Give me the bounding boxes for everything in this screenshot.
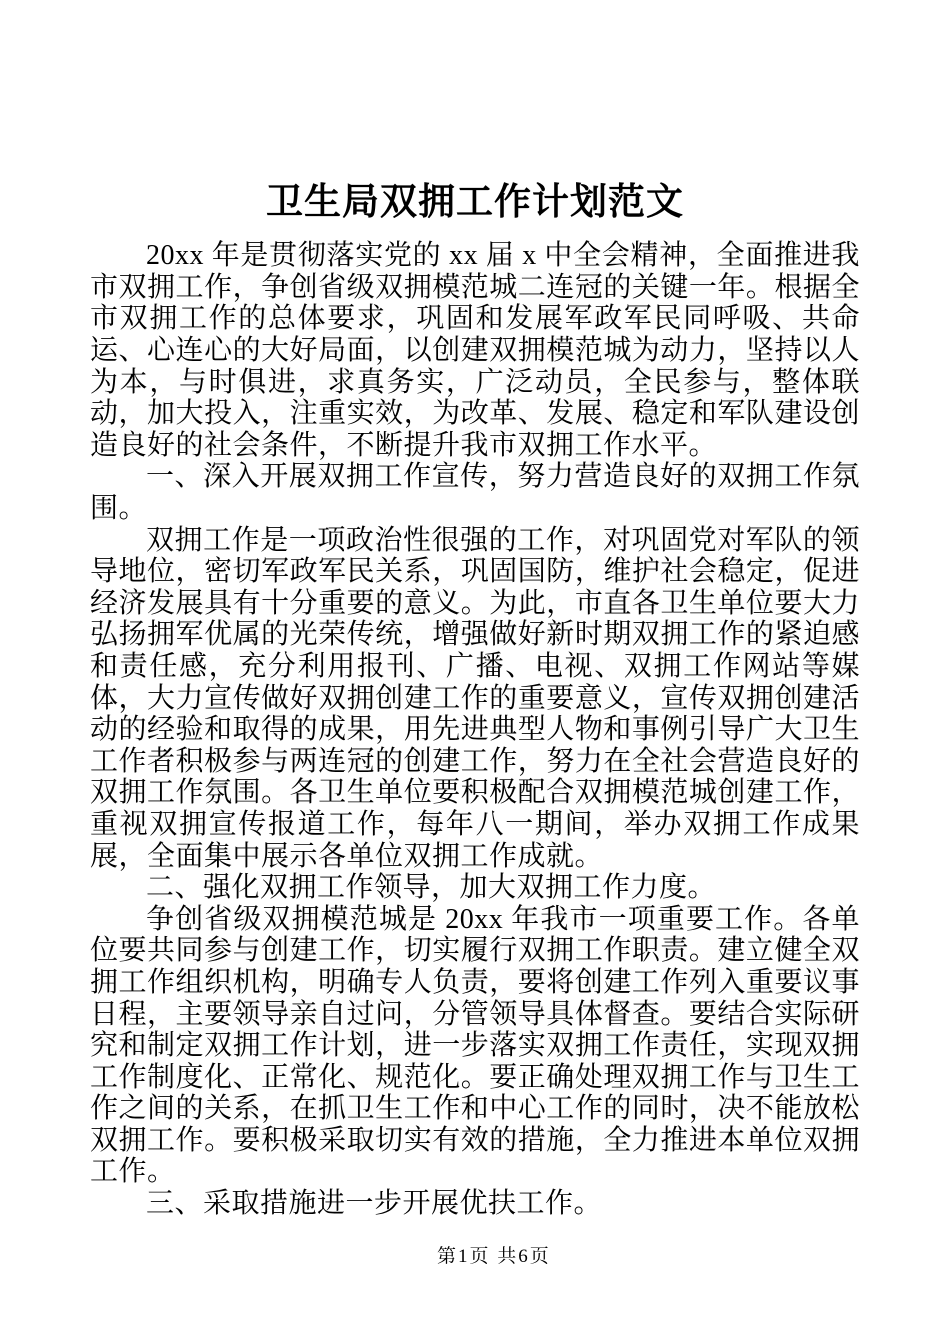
section-heading-1: 一、深入开展双拥工作宣传，努力营造良好的双拥工作氛围。 <box>90 461 860 524</box>
paragraph-intro: 20xx 年是贯彻落实党的 xx 届 x 中全会精神，全面推进我市双拥工作，争创省级双拥模范城二连冠的关键一年。根据全市双拥工作的总体要求，巩固和发展军政军民同呼吸、共命运、心连心的大好局面，以创建双拥模范城为动力，坚持以人为本，与时俱进，求真务实，广泛动员，全民参与，整体联动，加大投入，注重实效，为改革、发展、稳定和军队建设创造良好的社会条件，不断提升我市双拥工作水平。 <box>90 240 860 461</box>
section-heading-3: 三、采取措施进一步开展优扶工作。 <box>146 1188 603 1220</box>
paragraph-section-1: 双拥工作是一项政治性很强的工作，对巩固党对军队的领导地位，密切军政军民关系，巩固国防，维护社会稳定，促进经济发展具有十分重要的意义。为此，市直各卫生单位要大力弘扬拥军优属的光荣传统，增强做好新时期双拥工作的紧迫感和责任感，充分利用报刊、广播、电视、双拥工作网站等媒体，大力宣传做好双拥创建工作的重要意义，宣传双拥创建活动的经验和取得的成果，用先进典型人物和事例引导广大卫生工作者积极参与两连冠的创建工作，努力在全社会营造良好的双拥工作氛围。各卫生单位要积极配合双拥模范城创建工作，重视双拥宣传报道工作，每年八一期间，举办双拥工作成果展，全面集中展示各单位双拥工作成就。 <box>90 524 860 872</box>
document-body <box>90 240 860 1219</box>
paragraph-section-2: 争创省级双拥模范城是 20xx 年我市一项重要工作。各单位要共同参与创建工作，切实履行双拥工作职责。建立健全双拥工作组织机构，明确专人负责，要将创建工作列入重要议事日程，主要领导亲自过问，分管领导具体督查。要结合实际研究和制定双拥工作计划，进一步落实双拥工作责任，实现双拥工作制度化、正常化、规范化。要正确处理双拥工作与卫生工作之间的关系，在抓卫生工作和中心工作的同时，决不能放松双拥工作。要积极采取切实有效的措施，全力推进本单位双拥工作。 <box>90 903 860 1188</box>
document-title: 卫生局双拥工作计划范文 <box>266 182 684 223</box>
section-heading-2: 二、强化双拥工作领导，加大双拥工作力度。 <box>146 872 717 904</box>
page-number: 第1页 共6页 <box>437 1246 551 1267</box>
